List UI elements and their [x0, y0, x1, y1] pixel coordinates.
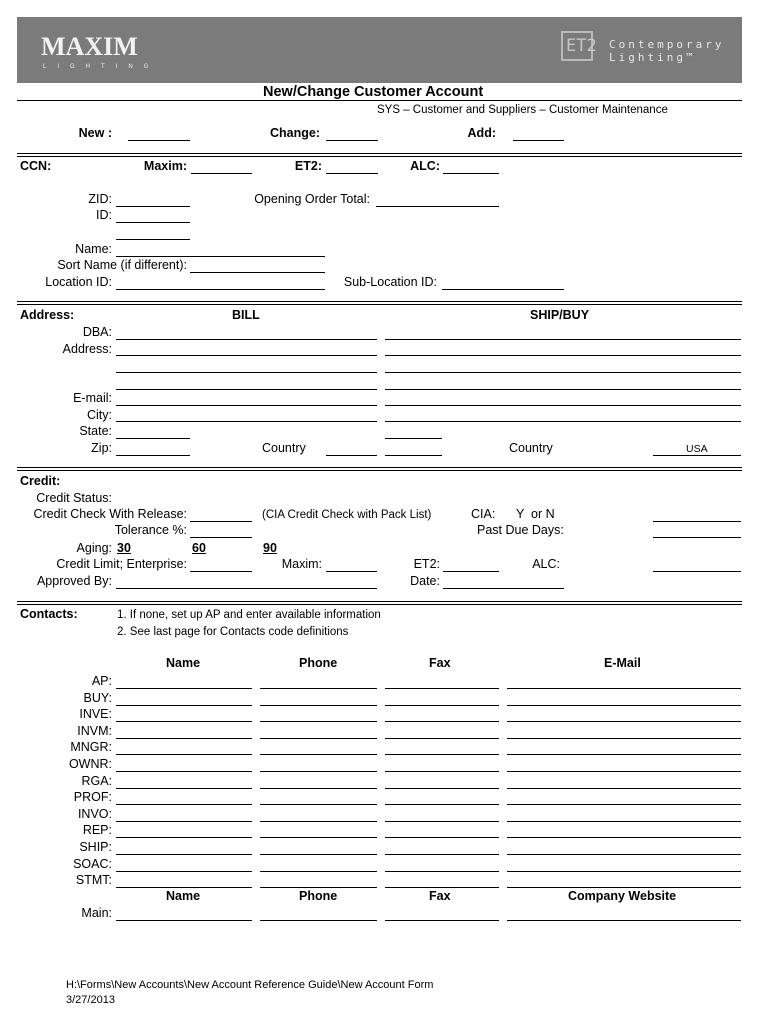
ship-email-field[interactable] [385, 405, 741, 406]
contact-name-field[interactable] [116, 721, 252, 722]
col2-website-heading: Company Website [568, 889, 677, 903]
bill-country-label: Country [262, 441, 306, 455]
bill-email-field[interactable] [116, 405, 377, 406]
col2-name-heading: Name [166, 889, 201, 903]
contact-email-field[interactable] [507, 854, 741, 855]
contact-email-field[interactable] [507, 705, 741, 706]
approved-by-field[interactable] [116, 588, 377, 589]
contact-phone-field[interactable] [260, 738, 377, 739]
ccn-et2-label: ET2: [294, 159, 322, 173]
address-section-label: Address: [20, 308, 75, 322]
title-rule [17, 100, 742, 101]
ccn-maxim-label: Maxim: [143, 159, 187, 173]
credit-check-field[interactable] [190, 521, 252, 522]
contact-row-label: INVO: [77, 807, 112, 821]
contact-phone-field[interactable] [260, 771, 377, 772]
contact-row-label: INVM: [77, 724, 112, 738]
credit-alc-label: ALC: [532, 557, 560, 571]
contact-fax-field[interactable] [385, 705, 499, 706]
credit-maxim-label: Maxim: [281, 557, 322, 571]
header-banner [17, 17, 742, 83]
footer-date: 3/27/2013 [66, 994, 115, 1006]
tolerance-label: Tolerance %: [114, 523, 187, 537]
contact-row-label: PROF: [73, 790, 112, 804]
past-due-label: Past Due Days: [477, 523, 564, 537]
id-field[interactable] [116, 222, 190, 223]
bill-address-field[interactable] [116, 355, 377, 356]
contact-email-field[interactable] [507, 788, 741, 789]
maxim-logo-sub: LIGHTING [43, 64, 160, 70]
contact-phone-field[interactable] [260, 721, 377, 722]
contact-name-field[interactable] [116, 705, 252, 706]
section-rule [17, 601, 742, 605]
main-name-field[interactable] [116, 920, 252, 921]
new-field[interactable] [128, 140, 190, 141]
main-fax-field[interactable] [385, 920, 499, 921]
aging-30[interactable]: 30 [117, 541, 131, 555]
contact-row-label: AP: [91, 674, 112, 688]
contact-fax-field[interactable] [385, 721, 499, 722]
ship-state-field[interactable] [385, 438, 442, 439]
contact-fax-field[interactable] [385, 821, 499, 822]
maxim-logo [39, 31, 179, 71]
contact-email-field[interactable] [507, 837, 741, 838]
cia-value: Y or N [516, 507, 555, 521]
name-label: Name: [75, 242, 112, 256]
ccn-et2-field[interactable] [326, 173, 378, 174]
contact-fax-field[interactable] [385, 854, 499, 855]
credit-et2-field[interactable] [443, 571, 499, 572]
contact-fax-field[interactable] [385, 804, 499, 805]
bill-city-field[interactable] [116, 421, 377, 422]
contact-row-label: BUY: [83, 691, 112, 705]
contact-fax-field[interactable] [385, 754, 499, 755]
ship-city-field[interactable] [385, 421, 741, 422]
form-title: New/Change Customer Account [263, 84, 484, 100]
cia-label: CIA: [471, 507, 496, 521]
credit-limit-enterprise-field[interactable] [190, 571, 252, 572]
credit-et2-label: ET2: [413, 557, 440, 571]
logo2-line2: Lighting™ [609, 51, 696, 64]
contact-phone-field[interactable] [260, 821, 377, 822]
contact-row-label: STMT: [75, 873, 112, 887]
bill-country-field[interactable] [326, 455, 377, 456]
contact-email-field[interactable] [507, 738, 741, 739]
contact-row-label: OWNR: [68, 757, 112, 771]
credit-limit-label: Credit Limit; Enterprise: [56, 557, 187, 571]
contact-phone-field[interactable] [260, 788, 377, 789]
contact-phone-field[interactable] [260, 871, 377, 872]
ship-country-value: USA [686, 443, 708, 455]
contact-email-field[interactable] [507, 721, 741, 722]
main-label: Main: [81, 906, 112, 920]
section-rule [17, 301, 742, 305]
aging-60[interactable]: 60 [192, 541, 206, 555]
contact-name-field[interactable] [116, 771, 252, 772]
date-label: Date: [410, 574, 440, 588]
contact-fax-field[interactable] [385, 871, 499, 872]
contacts-note-1: 1. If none, set up AP and enter available information [117, 609, 381, 621]
cia-note: (CIA Credit Check with Pack List) [262, 509, 432, 521]
contact-name-field[interactable] [116, 688, 252, 689]
ship-address-field[interactable] [385, 355, 741, 356]
footer-path: H:\Forms\New Accounts\New Account Reference Guide\New Account Form [66, 979, 434, 991]
main-website-field[interactable] [507, 920, 741, 921]
bill-state-field[interactable] [116, 438, 190, 439]
address-label: Address: [62, 342, 112, 356]
ship-country-label: Country [509, 441, 553, 455]
add-label: Add: [467, 126, 496, 140]
contact-name-field[interactable] [116, 887, 252, 888]
contact-fax-field[interactable] [385, 688, 499, 689]
location-id-label: Location ID: [45, 275, 112, 289]
contact-name-field[interactable] [116, 788, 252, 789]
past-due-field[interactable] [653, 537, 741, 538]
contact-fax-field[interactable] [385, 887, 499, 888]
tolerance-field[interactable] [190, 537, 252, 538]
col-name-heading: Name [166, 656, 201, 670]
contact-row-label: SOAC: [73, 857, 112, 871]
sub-location-label: Sub-Location ID: [343, 275, 437, 289]
ship-dba-field[interactable] [385, 339, 741, 340]
contact-name-field[interactable] [116, 738, 252, 739]
zid-field[interactable] [116, 206, 190, 207]
city-label: City: [87, 408, 112, 422]
maxim-logo-text: MAXIM [41, 32, 138, 61]
contact-name-field[interactable] [116, 821, 252, 822]
contact-email-field[interactable] [507, 821, 741, 822]
col2-phone-heading: Phone [299, 889, 338, 903]
bill-heading: BILL [232, 308, 260, 322]
id-label: ID: [96, 208, 112, 222]
sort-name-field[interactable] [190, 272, 325, 273]
ccn-maxim-field[interactable] [191, 173, 252, 174]
credit-status-label: Credit Status: [36, 491, 112, 505]
contact-email-field[interactable] [507, 754, 741, 755]
contact-phone-field[interactable] [260, 854, 377, 855]
bill-address-field-2[interactable] [116, 372, 377, 373]
zip-label: Zip: [91, 441, 112, 455]
contact-phone-field[interactable] [260, 887, 377, 888]
et2-logo-text: ET2 [566, 36, 597, 56]
ship-buy-heading: SHIP/BUY [530, 308, 590, 322]
contact-phone-field[interactable] [260, 804, 377, 805]
contact-row-label: MNGR: [70, 740, 112, 754]
col-phone-heading: Phone [299, 656, 338, 670]
email-label: E-mail: [73, 391, 112, 405]
add-field[interactable] [513, 140, 564, 141]
section-rule [17, 153, 742, 157]
contact-name-field[interactable] [116, 754, 252, 755]
bill-address-field-3[interactable] [116, 389, 377, 390]
contact-name-field[interactable] [116, 854, 252, 855]
aging-label: Aging: [76, 541, 112, 555]
bill-zip-field[interactable] [116, 455, 190, 456]
contact-phone-field[interactable] [260, 837, 377, 838]
dba-label: DBA: [82, 325, 112, 339]
contact-fax-field[interactable] [385, 738, 499, 739]
section-rule [17, 467, 742, 471]
contact-fax-field[interactable] [385, 837, 499, 838]
aging-90[interactable]: 90 [263, 541, 277, 555]
contact-row-label: INVE: [79, 707, 112, 721]
credit-section-label: Credit: [20, 474, 61, 488]
contact-phone-field[interactable] [260, 705, 377, 706]
change-field[interactable] [326, 140, 378, 141]
credit-alc-field[interactable] [653, 571, 741, 572]
location-id-field[interactable] [116, 289, 325, 290]
name-field[interactable] [116, 256, 325, 257]
et2-logo [561, 31, 597, 61]
col-fax-heading: Fax [429, 656, 451, 670]
date-field[interactable] [443, 588, 564, 589]
cia-field[interactable] [653, 521, 741, 522]
contact-row-label: RGA: [81, 774, 112, 788]
contacts-section-label: Contacts: [20, 607, 78, 621]
approved-by-label: Approved By: [36, 574, 112, 588]
ccn-label: CCN: [20, 159, 52, 173]
zid-label: ZID: [88, 192, 112, 206]
ship-country-field[interactable] [653, 455, 741, 456]
ship-address-field-2[interactable] [385, 372, 741, 373]
form-subtitle: SYS – Customer and Suppliers – Customer Maintenance [377, 104, 668, 116]
contact-email-field[interactable] [507, 871, 741, 872]
contact-row-label: REP: [82, 823, 112, 837]
contact-email-field[interactable] [507, 887, 741, 888]
ccn-alc-field[interactable] [443, 173, 499, 174]
contact-fax-field[interactable] [385, 771, 499, 772]
new-label: New : [78, 126, 112, 140]
sort-name-label: Sort Name (if different): [57, 258, 187, 272]
contact-email-field[interactable] [507, 771, 741, 772]
contact-phone-field[interactable] [260, 688, 377, 689]
contact-name-field[interactable] [116, 871, 252, 872]
col2-fax-heading: Fax [429, 889, 451, 903]
contact-row-label: SHIP: [79, 840, 112, 854]
change-label: Change: [270, 126, 320, 140]
opening-order-field[interactable] [376, 206, 499, 207]
id-field-2[interactable] [116, 239, 190, 240]
credit-maxim-field[interactable] [326, 571, 377, 572]
ship-address-field-3[interactable] [385, 389, 741, 390]
contact-phone-field[interactable] [260, 754, 377, 755]
ccn-alc-label: ALC: [410, 159, 440, 173]
state-label: State: [79, 424, 112, 438]
credit-check-label: Credit Check With Release: [33, 507, 187, 521]
contact-fax-field[interactable] [385, 788, 499, 789]
contact-email-field[interactable] [507, 804, 741, 805]
contacts-note-2: 2. See last page for Contacts code definitions [117, 626, 349, 638]
col-email-heading: E-Mail [604, 656, 641, 670]
ship-zip-field[interactable] [385, 455, 442, 456]
contact-name-field[interactable] [116, 804, 252, 805]
main-phone-field[interactable] [260, 920, 377, 921]
contact-email-field[interactable] [507, 688, 741, 689]
logo2-line1: Contemporary [609, 38, 725, 51]
bill-dba-field[interactable] [116, 339, 377, 340]
opening-order-label: Opening Order Total: [254, 192, 370, 206]
contact-name-field[interactable] [116, 837, 252, 838]
sub-location-field[interactable] [442, 289, 564, 290]
